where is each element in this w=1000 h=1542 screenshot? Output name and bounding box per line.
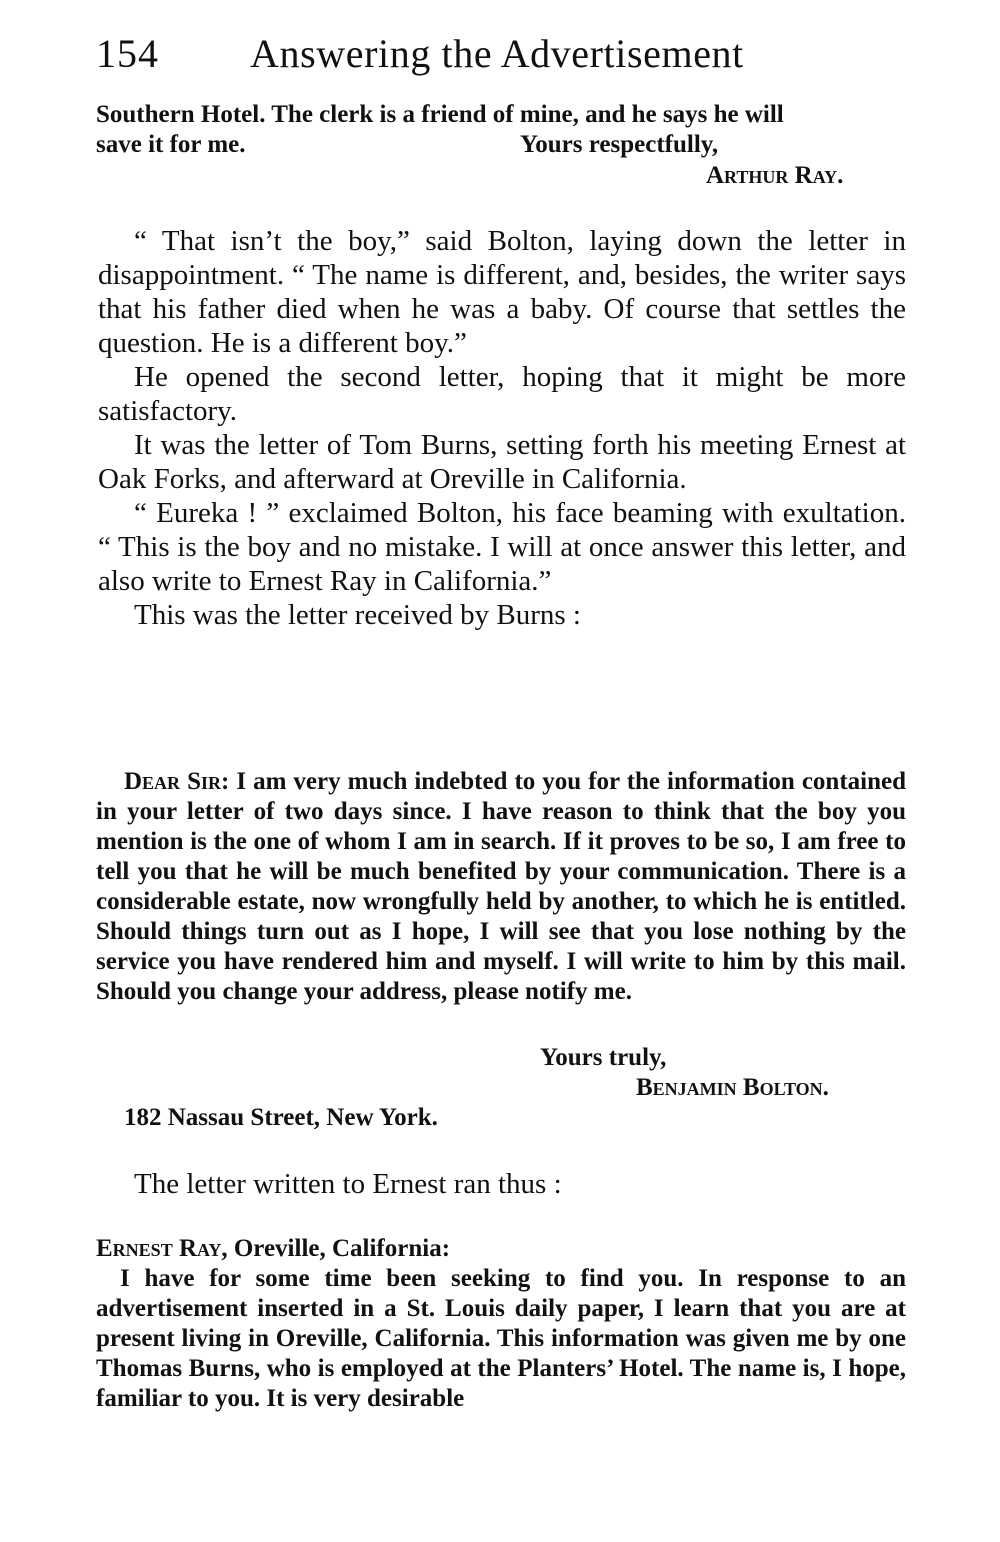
letter-signature: Benjamin Bolton. [636, 1074, 829, 1101]
letter-closing: Yours respectfully, [520, 131, 719, 158]
letter-address-line [96, 1234, 906, 1264]
salutation: Dear Sir: [124, 768, 230, 795]
paragraph: He opened the second letter, hoping that it might be more satisfactory. [98, 361, 906, 427]
letter-body [96, 767, 906, 1007]
narrative-section-2 [98, 1167, 906, 1201]
addressee-place: Oreville, California: [233, 1235, 451, 1262]
page-number: 154 [96, 31, 159, 76]
paragraph: “ Eureka ! ” exclaimed Bolton, his face beaming with exultation. “ This is the boy and no mistake. I will at once answer this letter, and also write to Ernest Ray in California.” [98, 497, 906, 597]
narrative-section [98, 224, 906, 632]
letter-signature: Arthur Ray. [706, 162, 844, 189]
paragraph: “ That isn’t the boy,” said Bolton, laying down the letter in disappointment. “ The name is different, and, besides, the writer says that his father died when he was a baby. Of course that settles the question. He is a different boy.” [98, 225, 906, 359]
letter-body-text: I have for some time been seeking to find you. In response to an advertisement inserted in a St. Louis daily paper, I learn that you are at present living in Oreville, California. This information was given me by one Thomas Burns, who is employed at the Planters’ Hotel. The name is, I hope, familiar to you. It is very desirable [96, 1265, 906, 1412]
letter-line: save it for me. [96, 131, 246, 158]
letter-closing: Yours truly, [540, 1044, 667, 1071]
letter-bolton-to-burns [96, 767, 906, 1131]
letter-address: 182 Nassau Street, New York. [124, 1104, 438, 1131]
letter-body-text: I am very much indebted to you for the information contained in your letter of two days since. I have reason to think that the boy you mention is the one of whom I am in search. If it proves to be so, I am free to tell you that he will be much benefited by your communication. There is a considerable estate, now wrongfully held by another, to which he is entitled. Should things turn out as I hope, I will see that you lose nothing by the service you have rendered him and myself. I will write to him by this mail. Should you change your address, please notify me. [96, 768, 906, 1005]
paragraph: This was the letter received by Burns : [134, 599, 581, 631]
paragraph: It was the letter of Tom Burns, setting forth his meeting Ernest at Oak Forks, and afterward at Oreville in California. [98, 429, 906, 495]
running-title: Answering the Advertisement [250, 31, 744, 76]
page-header [96, 30, 916, 82]
letter-line: Southern Hotel. The clerk is a friend of mine, and he says he will [96, 101, 784, 128]
addressee-name: Ernest Ray, [96, 1235, 228, 1262]
letter-to-ernest [96, 1234, 906, 1414]
paragraph: The letter written to Ernest ran thus : [134, 1168, 562, 1200]
